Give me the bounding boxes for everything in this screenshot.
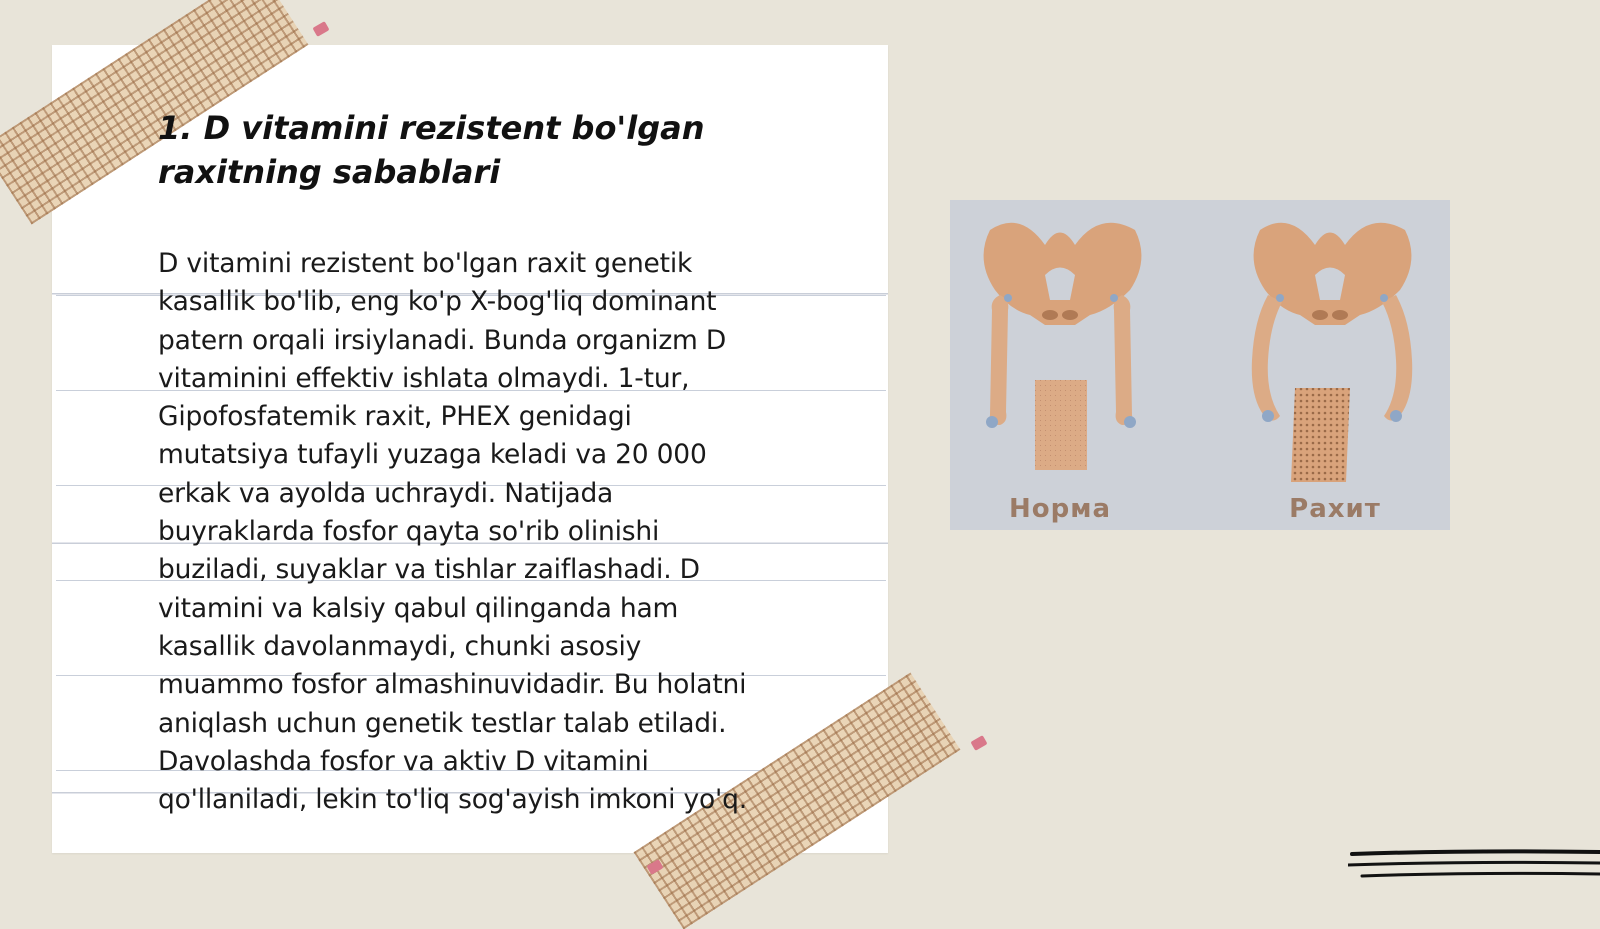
tape-corner-accent bbox=[312, 21, 329, 37]
body-line: Davolashda fosfor va aktiv D vitamini bbox=[158, 745, 649, 777]
body-line: buyraklarda fosfor qayta so'rib olinishi bbox=[158, 516, 660, 548]
decorative-brush-lines bbox=[1348, 848, 1600, 888]
body-line: patern orqali irsiylanadi. Bunda organizm D bbox=[158, 324, 727, 356]
body-line: qo'llaniladi, lekin to'liq sog'ayish imkoni yo'q. bbox=[158, 784, 747, 816]
body-line: Gipofosfatemik raxit, PHEX genidagi bbox=[158, 401, 632, 433]
figure-label-rickets: Рахит bbox=[1289, 494, 1381, 524]
body-line: aniqlash uchun genetik testlar talab etiladi. bbox=[158, 707, 727, 739]
rickets-pelvis-figure bbox=[1252, 223, 1412, 482]
pelvis-comparison-illustration bbox=[950, 200, 1450, 530]
slide-title-line: 1. D vitamini rezistent bo'lgan bbox=[158, 109, 705, 147]
body-line: vitaminini effektiv ishlata olmaydi. 1-tur, bbox=[158, 362, 690, 394]
figure-label-normal: Норма bbox=[1008, 494, 1112, 524]
normal-pelvis-figure bbox=[984, 223, 1142, 470]
body-line: kasallik bo'lib, eng ko'p X-bog'liq dominant bbox=[158, 286, 717, 318]
body-line: mutatsiya tufayli yuzaga keladi va 20 000 bbox=[158, 439, 707, 471]
body-line: buziladi, suyaklar va tishlar zaiflashadi. D bbox=[158, 554, 700, 586]
slide-title-line: raxitning sabablari bbox=[158, 153, 501, 191]
body-line: D vitamini rezistent bo'lgan raxit genetik bbox=[158, 248, 693, 279]
slide-body-text bbox=[158, 245, 848, 819]
slide-title bbox=[158, 106, 778, 194]
body-line: muammo fosfor almashinuvidadir. Bu holatni bbox=[158, 669, 747, 701]
body-line: erkak va ayolda uchraydi. Natijada bbox=[158, 477, 614, 509]
body-line: vitamini va kalsiy qabul qilinganda ham bbox=[158, 592, 679, 624]
body-line: kasallik davolanmaydi, chunki asosiy bbox=[158, 630, 642, 662]
tape-corner-accent bbox=[970, 735, 987, 751]
